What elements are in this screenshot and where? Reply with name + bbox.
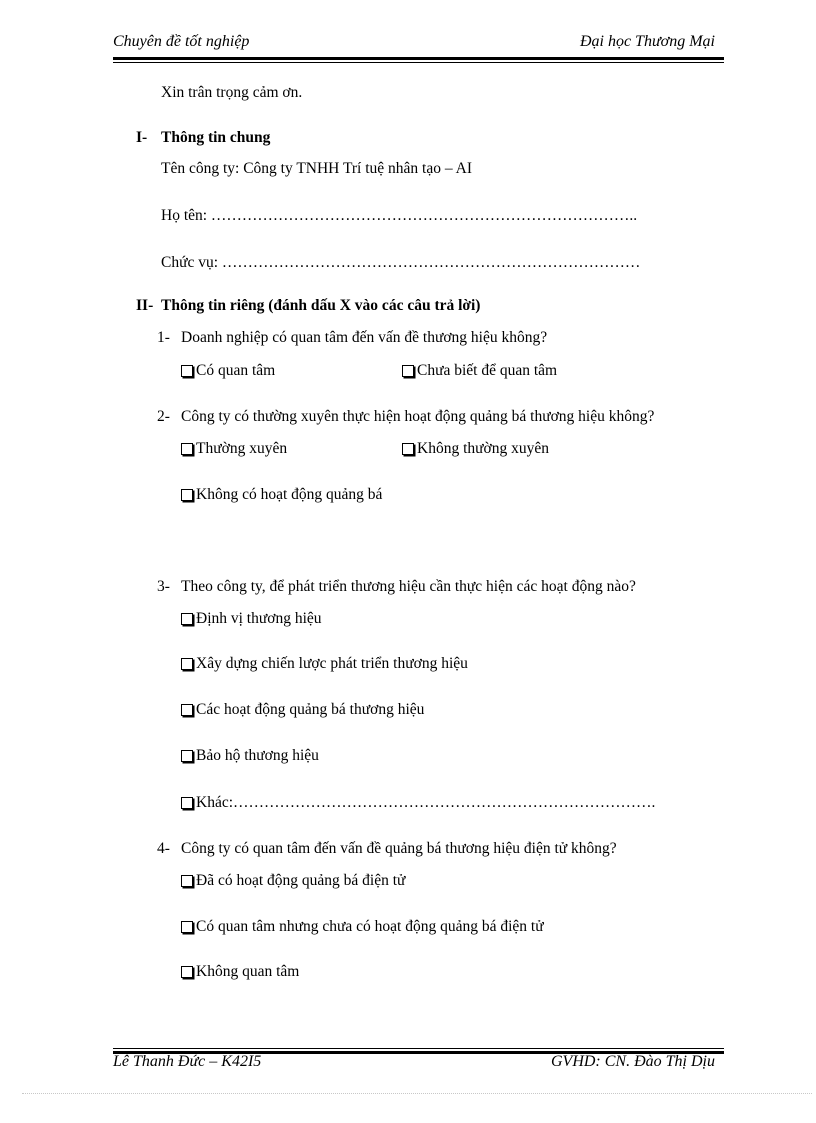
- option-label: Định vị thương hiệu: [196, 610, 322, 627]
- q3-option-khac[interactable]: [181, 794, 655, 812]
- option-label: Bảo hộ thương hiệu: [196, 747, 319, 764]
- position-field[interactable]: Chức vụ: ………………………………………………………………………: [161, 254, 641, 271]
- question-2-text: Công ty có thường xuyên thực hiện hoạt động quảng bá thương hiệu không?: [181, 408, 655, 425]
- option-label: Có quan tâm nhưng chưa có hoạt động quảng bá điện tử: [196, 918, 544, 935]
- option-label: Có quan tâm: [196, 362, 276, 379]
- q3-option-chien-luoc[interactable]: [181, 655, 468, 673]
- intro-text: Xin trân trọng cảm ơn.: [161, 84, 303, 101]
- option-label: Chưa biết để quan tâm: [417, 362, 558, 379]
- checkbox-icon[interactable]: [181, 797, 193, 809]
- header-rule-thin: [113, 62, 724, 63]
- option-label: Không thường xuyên: [417, 440, 549, 457]
- section2-number: II-: [136, 297, 154, 314]
- q3-option-dinh-vi[interactable]: [181, 610, 322, 628]
- question-2-number: 2-: [157, 408, 170, 425]
- section1-title: Thông tin chung: [161, 129, 271, 146]
- q4-option-co-quan-tam[interactable]: [181, 918, 544, 936]
- option-label: Không có hoạt động quảng bá: [196, 486, 383, 503]
- question-3-number: 3-: [157, 578, 170, 595]
- checkbox-icon[interactable]: [181, 489, 193, 501]
- checkbox-icon[interactable]: [402, 365, 414, 377]
- header-rule-thick: [113, 57, 724, 60]
- page-bottom-border: [22, 1093, 812, 1094]
- company-line: Tên công ty: Công ty TNHH Trí tuệ nhân tạo – AI: [161, 160, 472, 177]
- q2-option-thuong-xuyen[interactable]: [181, 440, 287, 458]
- q3-option-bao-ho[interactable]: [181, 747, 319, 765]
- header-right: Đại học Thương Mại: [579, 33, 715, 50]
- q1-option-chua-biet[interactable]: [402, 362, 557, 380]
- option-label: Các hoạt động quảng bá thương hiệu: [196, 701, 425, 718]
- option-label: Khác:……………………………………………………………………….: [196, 794, 656, 811]
- q4-option-khong-quan-tam[interactable]: [181, 963, 299, 981]
- name-field[interactable]: Họ tên: ………………………………………………………………………..: [161, 207, 638, 224]
- footer-right: GVHD: CN. Đào Thị Dịu: [550, 1053, 715, 1070]
- checkbox-icon[interactable]: [181, 613, 193, 625]
- q3-option-quang-ba[interactable]: [181, 701, 424, 719]
- question-1-number: 1-: [157, 329, 170, 346]
- q4-option-da-co[interactable]: [181, 872, 405, 890]
- footer-rule-thin: [113, 1048, 724, 1049]
- checkbox-icon[interactable]: [181, 750, 193, 762]
- checkbox-icon[interactable]: [181, 658, 193, 670]
- question-3-text: Theo công ty, để phát triển thương hiệu cần thực hiện các hoạt động nào?: [181, 578, 636, 595]
- checkbox-icon[interactable]: [181, 875, 193, 887]
- checkbox-icon[interactable]: [181, 921, 193, 933]
- option-label: Không quan tâm: [196, 963, 300, 980]
- question-1-text: Doanh nghiệp có quan tâm đến vấn đề thương hiệu không?: [181, 329, 548, 346]
- q2-option-khong-thuong-xuyen[interactable]: [402, 440, 549, 458]
- section1-number: I-: [136, 129, 148, 146]
- checkbox-icon[interactable]: [402, 443, 414, 455]
- section2-title: Thông tin riêng (đánh dấu X vào các câu trả lời): [161, 297, 481, 314]
- checkbox-icon[interactable]: [181, 443, 193, 455]
- option-label: Đã có hoạt động quảng bá điện tử: [196, 872, 406, 889]
- q2-option-khong-co-hoat-dong[interactable]: [181, 486, 382, 504]
- checkbox-icon[interactable]: [181, 966, 193, 978]
- checkbox-icon[interactable]: [181, 704, 193, 716]
- footer-left: Lê Thanh Đức – K42I5: [113, 1053, 262, 1070]
- question-4-text: Công ty có quan tâm đến vấn đề quảng bá thương hiệu điện tử không?: [181, 840, 617, 857]
- option-label: Xây dựng chiến lược phát triển thương hiệu: [196, 655, 468, 672]
- header-left: Chuyên đề tốt nghiệp: [113, 33, 250, 50]
- option-label: Thường xuyên: [196, 440, 288, 457]
- q1-option-co-quan-tam[interactable]: [181, 362, 275, 380]
- question-4-number: 4-: [157, 840, 170, 857]
- checkbox-icon[interactable]: [181, 365, 193, 377]
